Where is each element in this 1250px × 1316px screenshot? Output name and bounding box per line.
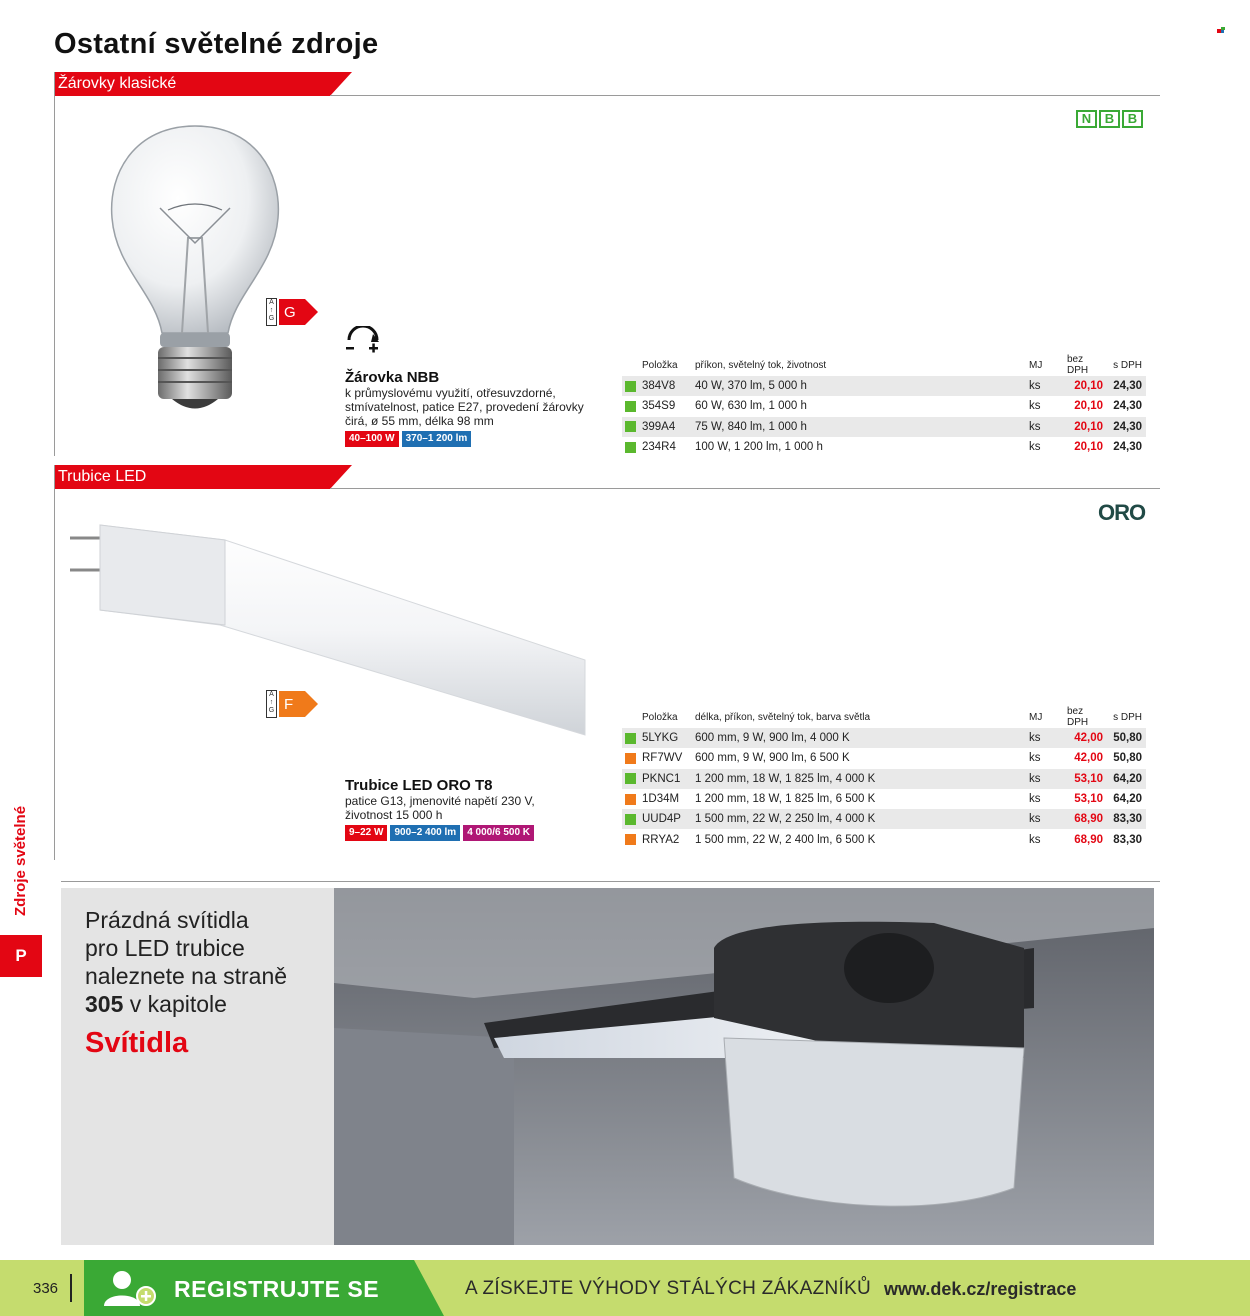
table-row xyxy=(622,829,1146,849)
item-unit: ks xyxy=(1029,376,1059,396)
color-indicator-icon xyxy=(625,421,636,432)
promo-chapter-link[interactable]: Svítidla xyxy=(85,1027,189,1059)
footer-banner xyxy=(0,1260,1250,1316)
color-indicator-icon xyxy=(625,834,636,845)
item-unit: ks xyxy=(1029,833,1041,846)
section-header-led xyxy=(54,465,1160,489)
color-indicator-icon xyxy=(625,733,636,744)
energy-class-bulb: G xyxy=(279,299,305,325)
price-with-vat: 24,30 xyxy=(1113,441,1142,454)
item-unit: ks xyxy=(1029,417,1059,437)
section-divider xyxy=(54,465,55,860)
item-code[interactable]: 1D34M xyxy=(642,793,680,806)
item-unit: ks xyxy=(1029,441,1041,454)
section-label-led: Trubice LED xyxy=(54,465,330,489)
page-number: 336 xyxy=(33,1280,59,1297)
item-spec: 40 W, 370 lm, 5 000 h xyxy=(695,376,1029,396)
item-spec: 1 500 mm, 22 W, 2 250 lm, 4 000 K xyxy=(695,809,1029,829)
item-unit: ks xyxy=(1029,752,1041,765)
badge-wattage: 9–22 W xyxy=(345,825,387,841)
table-row xyxy=(622,789,1146,809)
price-with-vat: 24,30 xyxy=(1107,376,1146,396)
price-with-vat: 83,30 xyxy=(1107,809,1146,829)
item-code[interactable]: PKNC1 xyxy=(642,769,695,789)
promo-box xyxy=(61,888,1154,1245)
item-spec: 1 200 mm, 18 W, 1 825 lm, 6 500 K xyxy=(695,793,876,806)
table-row xyxy=(622,809,1146,829)
table-row xyxy=(622,376,1146,396)
chapter-tab[interactable]: P xyxy=(0,935,42,977)
item-spec: 60 W, 630 lm, 1 000 h xyxy=(695,400,807,413)
price-without-vat: 68,90 xyxy=(1074,833,1103,846)
spec-badges xyxy=(345,825,605,841)
color-indicator-icon xyxy=(625,753,636,764)
dimmable-icon xyxy=(345,326,381,356)
corner-mark-icon xyxy=(1217,27,1225,33)
promo-page-ref: 305 xyxy=(85,991,124,1017)
table-row xyxy=(622,437,1146,457)
energy-label-bulb: A ↑ G G xyxy=(266,298,305,326)
section-header-bulbs xyxy=(54,72,1160,96)
price-table-bulbs: Položka příkon, světelný tok, životnost MJ bez DPH s DPH 384V8 40 W, 370 lm, 5 000 h ks 20,10 24,30 354S9 60 W, 630 lm, 1 000 h ks 20,10 24,30 399A4 75 W, 840 lm, 1 000 h ks 20,10 24,30 234R4 100 W, 1 200 lm, 1 000 h ks 20,10 24,30 xyxy=(622,354,1146,457)
led-tube-image xyxy=(70,510,590,740)
energy-class-led: F xyxy=(279,691,305,717)
item-code[interactable]: 384V8 xyxy=(642,376,695,396)
item-spec: 1 200 mm, 18 W, 1 825 lm, 4 000 K xyxy=(695,769,1029,789)
table-row xyxy=(622,769,1146,789)
price-without-vat: 20,10 xyxy=(1059,376,1107,396)
color-indicator-icon xyxy=(625,773,636,784)
color-indicator-icon xyxy=(625,794,636,805)
price-without-vat: 42,00 xyxy=(1059,728,1107,748)
product-description-bulb: Žárovka NBB k průmyslovému využití, otřesuvzdorné, stmívatelnost, patice E27, provedení žárovky čirá, ø 55 mm, délka 98 mm 40–100 W 370–1 200 lm xyxy=(345,371,605,447)
color-indicator-icon xyxy=(625,442,636,453)
footer-subtitle: A ZÍSKEJTE VÝHODY STÁLÝCH ZÁKAZNÍKŮ xyxy=(465,1278,872,1299)
item-code[interactable]: UUD4P xyxy=(642,809,695,829)
item-unit: ks xyxy=(1029,728,1059,748)
price-with-vat: 50,80 xyxy=(1113,752,1142,765)
price-without-vat: 42,00 xyxy=(1074,752,1103,765)
light-bulb-image xyxy=(100,118,290,418)
item-code[interactable]: 234R4 xyxy=(642,441,676,454)
badge-lumen: 370–1 200 lm xyxy=(402,431,472,447)
price-with-vat: 64,20 xyxy=(1113,793,1142,806)
luminaire-photo xyxy=(334,888,1154,1245)
register-cta[interactable]: REGISTRUJTE SE xyxy=(174,1276,380,1302)
luminaire-image xyxy=(334,888,1154,1245)
item-code[interactable]: 5LYKG xyxy=(642,728,695,748)
color-indicator-icon xyxy=(625,814,636,825)
item-unit: ks xyxy=(1029,400,1041,413)
price-without-vat: 53,10 xyxy=(1059,769,1107,789)
section-label-bulbs: Žárovky klasické xyxy=(54,72,330,96)
price-with-vat: 50,80 xyxy=(1107,728,1146,748)
promo-text: Prázdná svítidla pro LED trubice naleznete na straně 305 v kapitole Svítidla xyxy=(85,906,335,1060)
item-unit: ks xyxy=(1029,793,1041,806)
price-with-vat: 24,30 xyxy=(1113,400,1142,413)
product-description-led: Trubice LED ORO T8 patice G13, jmenovité napětí 230 V, životnost 15 000 h 9–22 W 900–2 400 lm 4 000/6 500 K xyxy=(345,779,605,841)
color-indicator-icon xyxy=(625,401,636,412)
add-user-icon xyxy=(100,1270,160,1308)
item-spec: 600 mm, 9 W, 900 lm, 4 000 K xyxy=(695,728,1029,748)
item-code[interactable]: 354S9 xyxy=(642,400,676,413)
badge-lumen: 900–2 400 lm xyxy=(390,825,460,841)
color-indicator-icon xyxy=(625,381,636,392)
spec-badges xyxy=(345,431,605,447)
page-title: Ostatní světelné zdroje xyxy=(54,28,379,60)
table-row xyxy=(622,748,1146,768)
section-divider xyxy=(54,72,55,456)
price-without-vat: 53,10 xyxy=(1074,793,1103,806)
badge-color-temp: 4 000/6 500 K xyxy=(463,825,534,841)
table-row xyxy=(622,728,1146,748)
side-chapter-label: Zdroje světelné xyxy=(12,805,29,916)
brand-logo-nbb: N B B xyxy=(1076,110,1143,128)
divider xyxy=(61,881,1160,882)
product-name-bulb: Žárovka NBB xyxy=(345,369,440,386)
item-code[interactable]: RRYA2 xyxy=(642,833,680,846)
price-table-led: Položka délka, příkon, světelný tok, barva světla MJ bez DPH s DPH 5LYKG 600 mm, 9 W, 900 lm, 4 000 K ks 42,00 50,80 RF7WV 600 mm, 9 W, 900 lm, 6 500 K ks 42,00 50,80 PKNC1 1 200 mm, 18 W, 1 825 lm, 4 000 K ks 53,10 64,20 1D34M 1 200 mm, 18 W, 1 825 lm, 6 500 K ks 53,10 64,20 UUD4P 1 500 mm, 22 W, 2 250 lm, 4 000 K ks 68,90 83,30 RRYA2 1 500 mm, 22 W, 2 400 lm, 6 500 K ks 68,90 83,30 xyxy=(622,706,1146,850)
item-unit: ks xyxy=(1029,769,1059,789)
price-without-vat: 20,10 xyxy=(1059,417,1107,437)
price-with-vat: 24,30 xyxy=(1107,417,1146,437)
item-spec: 1 500 mm, 22 W, 2 400 lm, 6 500 K xyxy=(695,833,876,846)
item-spec: 600 mm, 9 W, 900 lm, 6 500 K xyxy=(695,752,850,765)
item-code[interactable]: 399A4 xyxy=(642,417,695,437)
price-without-vat: 68,90 xyxy=(1059,809,1107,829)
energy-label-led: A ↑ G F xyxy=(266,690,305,718)
registration-link[interactable]: www.dek.cz/registrace xyxy=(884,1279,1077,1299)
item-unit: ks xyxy=(1029,809,1059,829)
badge-wattage: 40–100 W xyxy=(345,431,399,447)
table-row xyxy=(622,417,1146,437)
item-code[interactable]: RF7WV xyxy=(642,752,683,765)
item-spec: 100 W, 1 200 lm, 1 000 h xyxy=(695,441,823,454)
item-spec: 75 W, 840 lm, 1 000 h xyxy=(695,417,1029,437)
product-name-led: Trubice LED ORO T8 xyxy=(345,777,493,794)
price-without-vat: 20,10 xyxy=(1074,400,1103,413)
price-with-vat: 83,30 xyxy=(1113,833,1142,846)
table-row xyxy=(622,396,1146,416)
brand-logo-oro: ORO xyxy=(1098,500,1146,525)
price-without-vat: 20,10 xyxy=(1074,441,1103,454)
price-with-vat: 64,20 xyxy=(1107,769,1146,789)
